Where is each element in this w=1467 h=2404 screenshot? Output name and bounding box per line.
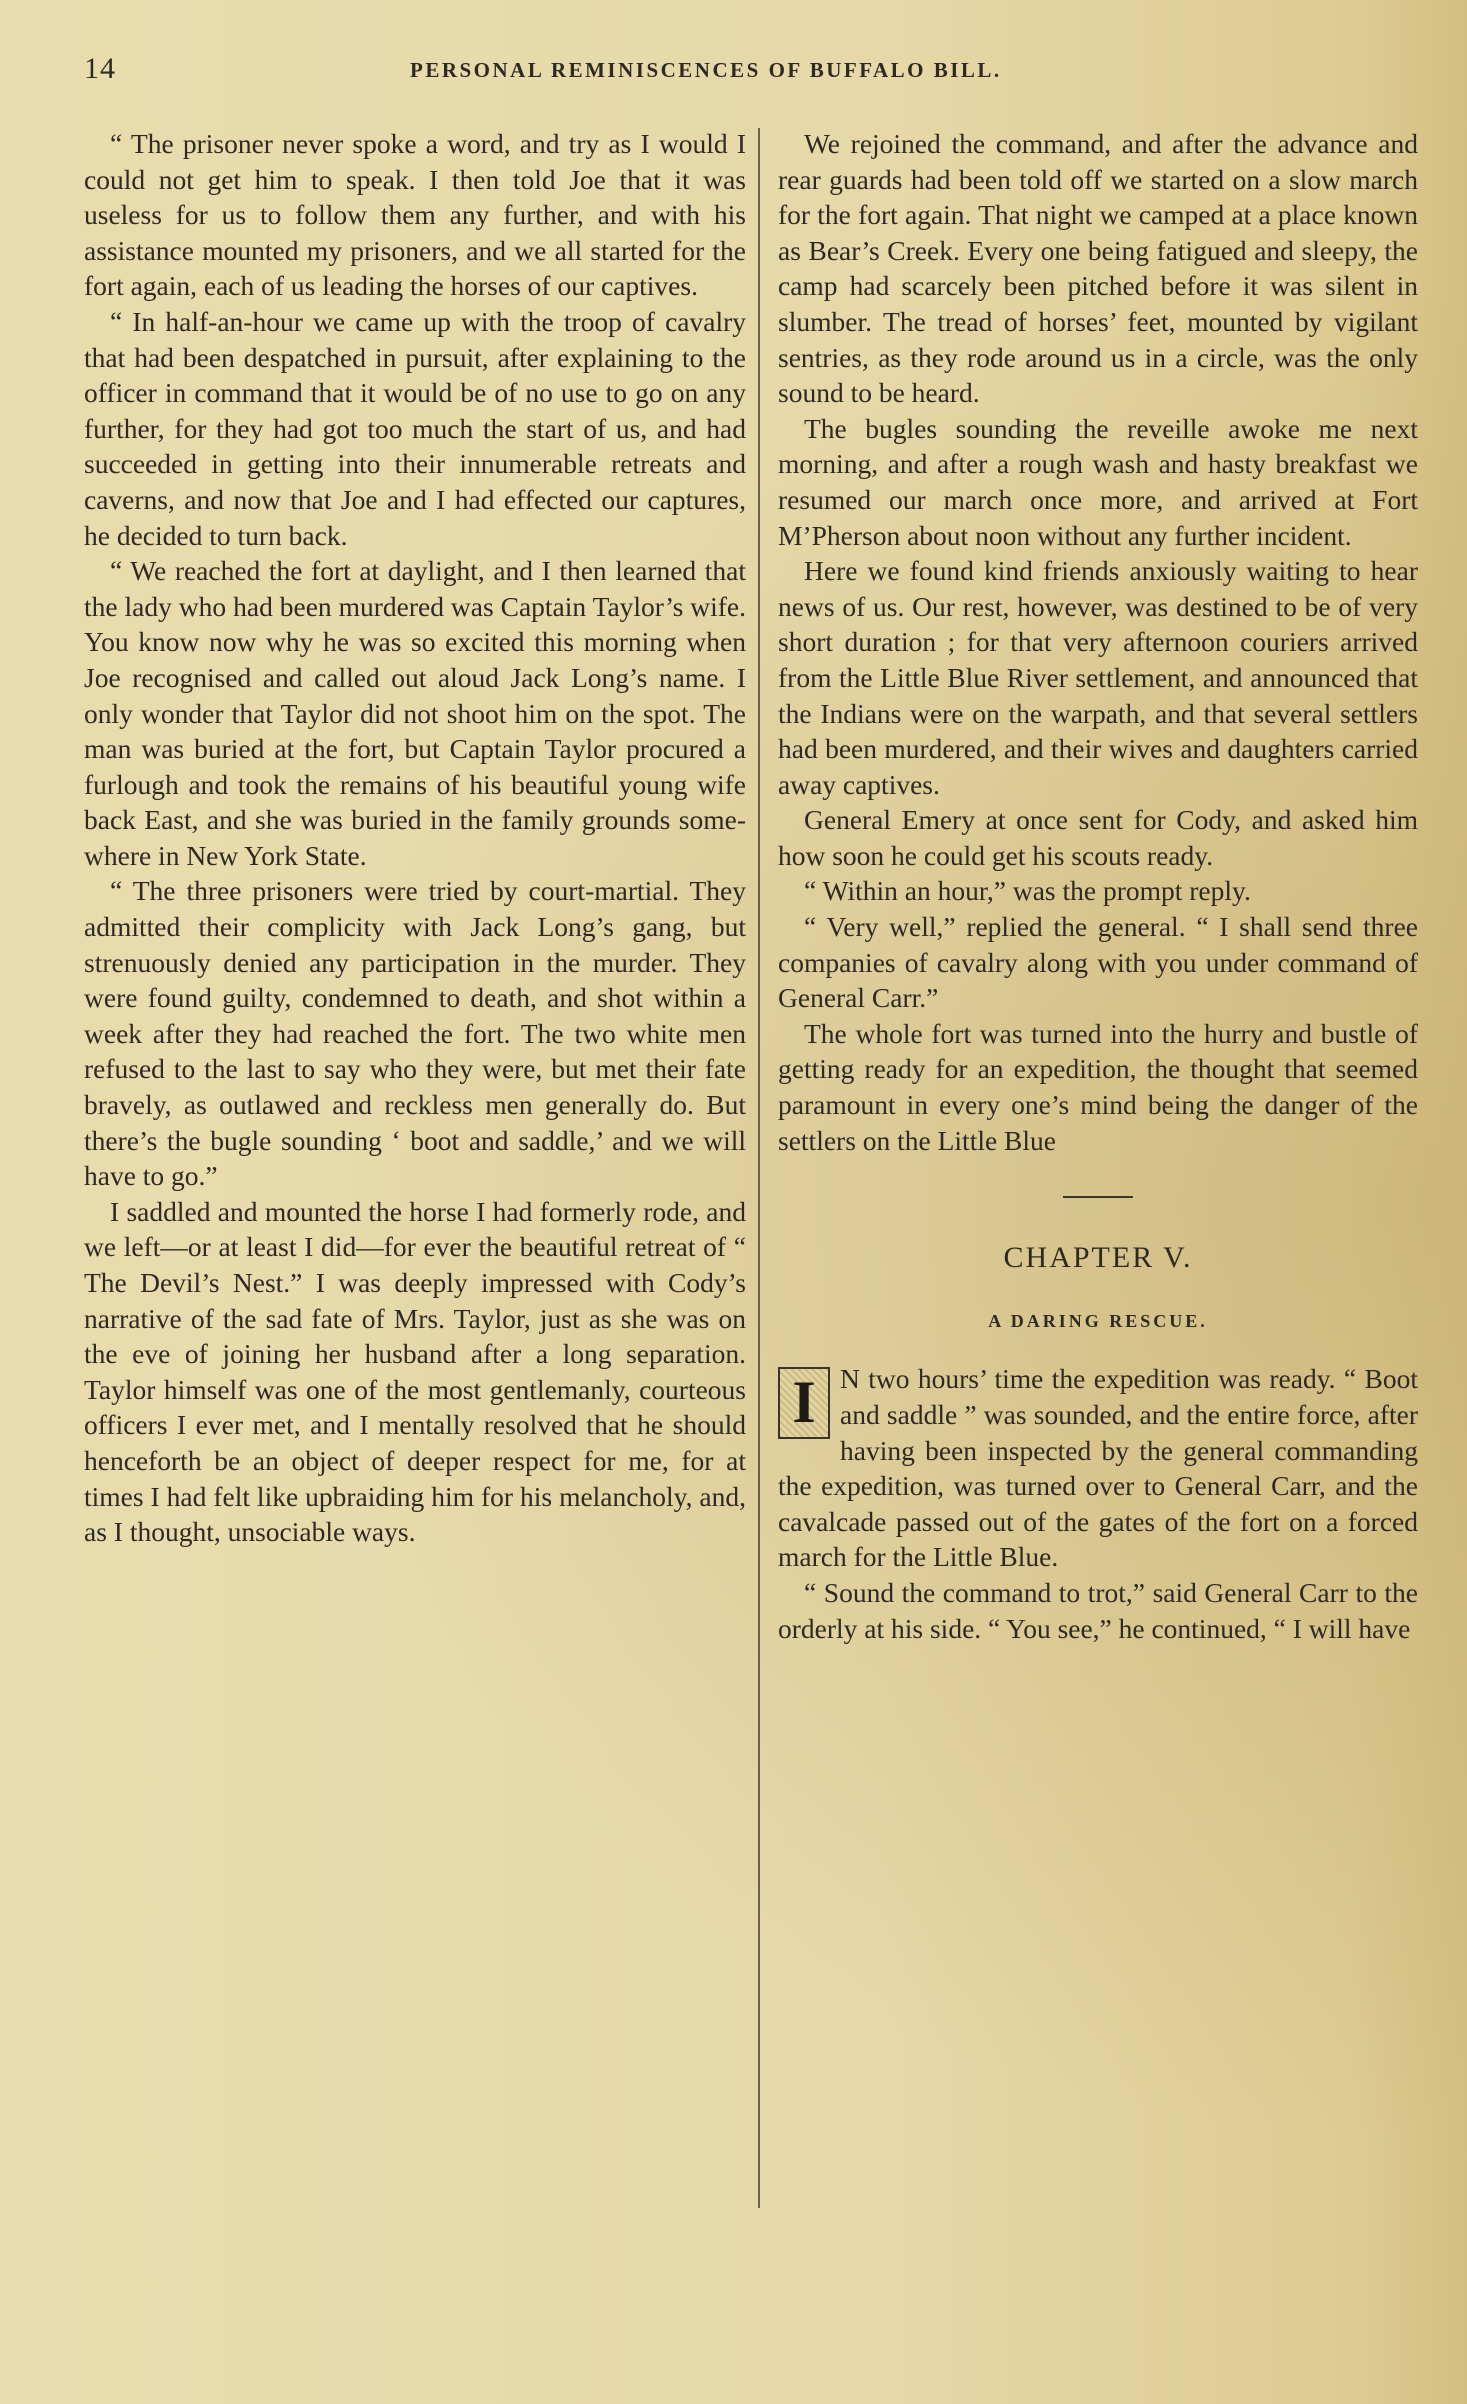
paragraph: General Emery at once sent for Cody, and asked him how soon he could get his scouts ready. — [778, 804, 1418, 871]
paragraph: “ Within an hour,” was the prompt reply. — [804, 875, 1251, 907]
chapter-first-paragraph — [778, 1361, 1418, 1575]
chapter-subtitle: A DARING RESCUE. — [988, 1310, 1208, 1331]
running-head: PERSONAL REMINISCENCES OF BUFFALO BILL. — [410, 58, 1002, 82]
page-header — [80, 52, 1420, 92]
chapter-first-paragraph-text: N two hours’ time the expedition was ready. “ Boot and saddle ” was sounded, and the entire force, after having been inspected by the general commanding the expedition, was turned over to General Carr, and the cavalcade passed out of the gates of the fort on a forced march for the Little Blue. — [778, 1363, 1418, 1573]
paragraph: “ The prisoner never spoke a word, and try as I would I could not get him to speak. I then told Joe that it was useless for us to follow them any further, and with his assistance mounted my prisoners, and we all started for the fort again, each of us leading the horses of our captives. — [84, 128, 746, 302]
paragraph: The whole fort was turned into the hurry and bustle of getting ready for an expedition, the thought that seemed paramount in every one’s mind being the danger of the settlers on the Little Blue — [778, 1017, 1418, 1156]
paragraph: “ Very well,” replied the general. “ I shall send three companies of cavalry along with you under command of General Carr.” — [778, 911, 1418, 1014]
section-divider — [1063, 1196, 1133, 1198]
dropcap-letter: I — [778, 1367, 830, 1439]
paragraph: Here we found kind friends anxiously waiting to hear news of us. Our rest, however, was destined to be of very short duration ; for that very afternoon couriers arrived from the Little Blue River settlement, and announced that the Indians were on the warpath, and that several settlers had been murdered, and their wives and daughters carried away captives. — [778, 555, 1418, 800]
paragraph: We rejoined the command, and after the advance and rear guards had been told off we started on a slow march for the fort again. That night we camped at a place known as Bear’s Creek. Every one being fatigued and sleepy, the camp had scarcely been pitched before it was silent in slumber. The tread of horses’ feet, mounted by vigilant sentries, as they rode around us in a circle, was the only sound to be heard. — [778, 128, 1418, 409]
paragraph: I saddled and mounted the horse I had formerly rode, and we left—or at least I did—for ever the beautiful retreat of “ The Devil’s Nest.” I was deeply impressed with Cody’s narrative of the sad fate of Mrs. Taylor, just as she was on the eve of joining her husband after a long separation. Taylor himself was one of the most gentlemanly, courteous officers I ever met, and I mentally resolved that he should henceforth be an object of deeper respect for me, for at times I had felt like upbraiding him for his melancholy, and, as I thought, unsociable ways. — [84, 1195, 746, 1548]
right-column — [778, 126, 1418, 1646]
paragraph: “ In half-an-hour we came up with the troop of cavalry that had been despatched in pursuit, after explaining to the officer in command that it would be of no use to go on any further, for they had got too much the start of us, and had succeeded in getting into their innumerable retreats and caverns, and now that Joe and I had effected our captures, he decided to turn back. — [84, 305, 746, 551]
chapter-title: CHAPTER V. — [1003, 1241, 1193, 1275]
column-divider — [758, 128, 760, 2208]
paragraph: “ We reached the fort at daylight, and I then learned that the lady who had been murdered was Captain Taylor’s wife. You know now why he was so excited this morning when Joe recognised and called out aloud Jack Long’s name. I only wonder that Taylor did not shoot him on the spot. The man was buried at the fort, but Captain Taylor procured a furlough and took the remains of his beautiful young wife back East, and she was buried in the family grounds somewhere in New York State. — [84, 555, 746, 871]
left-column — [84, 126, 746, 1550]
paragraph: “ Sound the command to trot,” said General Carr to the orderly at his side. “ You see,” he continued, “ I will have — [778, 1576, 1418, 1644]
page-number: 14 — [84, 52, 116, 85]
paragraph: The bugles sounding the reveille awoke me next morning, and after a rough wash and hasty breakfast we resumed our march once more, and arrived at Fort M’Pherson about noon without any further incident. — [778, 412, 1418, 551]
paragraph: “ The three prisoners were tried by court-martial. They admitted their complicity with Jack Long’s gang, but strenuously denied any participation in the murder. They were found guilty, condemned to death, and shot within a week after they had reached the fort. The two white men refused to the last to say who they were, but met their fate bravely, as outlawed and reckless men generally do. But there’s the bugle sounding ‘ boot and saddle,’ and we will have to go.” — [84, 875, 746, 1192]
